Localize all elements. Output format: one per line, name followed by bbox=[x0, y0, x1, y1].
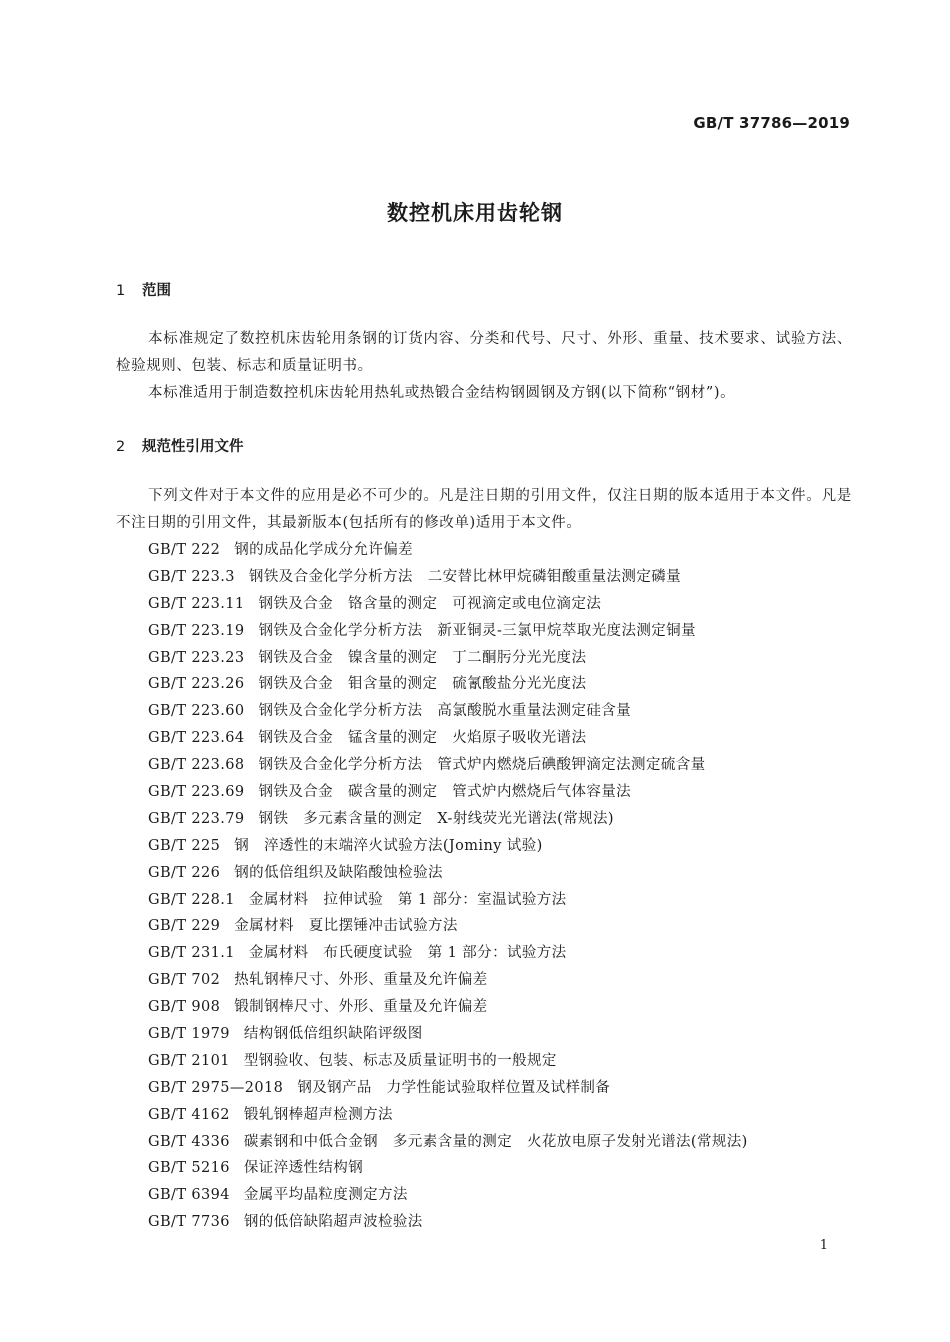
reference-title: 钢铁及合金化学分析方法 二安替比林甲烷磷钼酸重量法测定磷量 bbox=[248, 568, 682, 585]
scope-paragraph-1: 本标准规定了数控机床齿轮用条钢的订货内容、分类和代号、尺寸、外形、重量、技术要求、试验方法、检验规则、包装、标志和质量证明书。 bbox=[116, 331, 852, 374]
reference-code: GB/T 225 bbox=[148, 837, 221, 854]
reference-code: GB/T 2101 bbox=[148, 1052, 230, 1069]
reference-code: GB/T 702 bbox=[148, 972, 221, 989]
reference-title: 结构钢低倍组织缺陷评级图 bbox=[243, 1026, 423, 1043]
reference-title: 钢铁及合金化学分析方法 高氯酸脱水重量法测定硅含量 bbox=[258, 703, 632, 720]
reference-title: 钢铁 多元素含量的测定 X-射线荧光光谱法(常规法) bbox=[258, 810, 614, 827]
reference-item bbox=[148, 1048, 748, 1075]
reference-title: 钢铁及合金 铬含量的测定 可视滴定或电位滴定法 bbox=[258, 595, 602, 612]
reference-code: GB/T 223.11 bbox=[148, 595, 245, 612]
reference-code: GB/T 223.68 bbox=[148, 757, 245, 774]
reference-item bbox=[148, 913, 748, 940]
page-number: 1 bbox=[819, 1238, 828, 1253]
reference-item bbox=[148, 1129, 748, 1156]
reference-code: GB/T 226 bbox=[148, 864, 221, 881]
reference-code: GB/T 6394 bbox=[148, 1187, 230, 1204]
reference-code: GB/T 223.69 bbox=[148, 784, 245, 801]
reference-code: GB/T 231.1 bbox=[148, 945, 235, 962]
reference-title: 钢的成品化学成分允许偏差 bbox=[234, 542, 414, 558]
reference-item bbox=[148, 1102, 748, 1129]
reference-item bbox=[148, 967, 748, 994]
reference-title: 碳素钢和中低合金钢 多元素含量的测定 火花放电原子发射光谱法(常规法) bbox=[243, 1133, 748, 1150]
reference-item bbox=[148, 698, 748, 725]
section-heading-normative-references bbox=[116, 435, 244, 456]
section-title: 范围 bbox=[142, 283, 171, 299]
reference-title: 钢铁及合金化学分析方法 新亚铜灵-三氯甲烷萃取光度法测定铜量 bbox=[258, 622, 696, 639]
reference-item bbox=[148, 618, 748, 645]
reference-code: GB/T 223.3 bbox=[148, 568, 235, 585]
reference-code: GB/T 4336 bbox=[148, 1133, 230, 1150]
section-heading-scope bbox=[116, 279, 171, 300]
reference-code: GB/T 229 bbox=[148, 918, 221, 935]
section-number: 1 bbox=[116, 283, 126, 299]
reference-item bbox=[148, 1209, 748, 1236]
reference-item bbox=[148, 833, 748, 860]
scope-paragraph-2: 本标准适用于制造数控机床齿轮用热轧或热锻合金结构钢圆钢及方钢(以下简称“钢材”)。 bbox=[148, 385, 736, 401]
section-title: 规范性引用文件 bbox=[142, 439, 244, 455]
reference-code: GB/T 1979 bbox=[148, 1026, 230, 1043]
reference-title: 金属平均晶粒度测定方法 bbox=[243, 1187, 408, 1204]
standard-code: GB/T 37786—2019 bbox=[693, 114, 850, 132]
reference-code: GB/T 228.1 bbox=[148, 891, 235, 908]
reference-title: 热轧钢棒尺寸、外形、重量及允许偏差 bbox=[234, 972, 488, 989]
reference-item bbox=[148, 645, 748, 672]
reference-code: GB/T 5216 bbox=[148, 1160, 230, 1177]
reference-code: GB/T 223.64 bbox=[148, 730, 245, 747]
reference-title: 钢铁及合金化学分析方法 管式炉内燃烧后碘酸钾滴定法测定硫含量 bbox=[258, 757, 706, 774]
reference-title: 锻制钢棒尺寸、外形、重量及允许偏差 bbox=[234, 999, 488, 1016]
reference-item bbox=[148, 1021, 748, 1048]
reference-item bbox=[148, 564, 748, 591]
reference-code: GB/T 223.26 bbox=[148, 676, 245, 693]
reference-item bbox=[148, 591, 748, 618]
reference-code: GB/T 223.79 bbox=[148, 810, 245, 827]
reference-item bbox=[148, 860, 748, 887]
reference-title: 钢及钢产品 力学性能试验取样位置及试样制备 bbox=[297, 1079, 611, 1096]
reference-title: 钢铁及合金 锰含量的测定 火焰原子吸收光谱法 bbox=[258, 730, 587, 747]
reference-item bbox=[148, 537, 748, 564]
reference-code: GB/T 222 bbox=[148, 542, 221, 558]
reference-item bbox=[148, 752, 748, 779]
reference-title: 钢 淬透性的末端淬火试验方法(Jominy 试验) bbox=[234, 837, 543, 854]
reference-item bbox=[148, 806, 748, 833]
section-number: 2 bbox=[116, 439, 126, 455]
reference-title: 钢的低倍缺陷超声波检验法 bbox=[243, 1214, 423, 1231]
reference-item bbox=[148, 994, 748, 1021]
reference-item bbox=[148, 1075, 748, 1102]
reference-list bbox=[148, 537, 748, 1236]
reference-item bbox=[148, 1155, 748, 1182]
reference-item bbox=[148, 671, 748, 698]
reference-title: 钢铁及合金 钼含量的测定 硫氰酸盐分光光度法 bbox=[258, 676, 587, 693]
reference-code: GB/T 4162 bbox=[148, 1106, 230, 1123]
reference-title: 钢的低倍组织及缺陷酸蚀检验法 bbox=[234, 864, 443, 881]
reference-item bbox=[148, 1182, 748, 1209]
reference-title: 钢铁及合金 镍含量的测定 丁二酮肟分光光度法 bbox=[258, 649, 587, 666]
reference-code: GB/T 7736 bbox=[148, 1214, 230, 1231]
reference-title: 金属材料 夏比摆锤冲击试验方法 bbox=[234, 918, 458, 935]
reference-title: 型钢验收、包装、标志及质量证明书的一般规定 bbox=[243, 1052, 557, 1069]
references-intro-paragraph: 下列文件对于本文件的应用是必不可少的。凡是注日期的引用文件，仅注日期的版本适用于本文件。凡是不注日期的引用文件，其最新版本(包括所有的修改单)适用于本文件。 bbox=[116, 488, 852, 531]
document-title: 数控机床用齿轮钢 bbox=[387, 201, 563, 225]
reference-title: 锻轧钢棒超声检测方法 bbox=[243, 1106, 393, 1123]
reference-code: GB/T 223.19 bbox=[148, 622, 245, 639]
reference-code: GB/T 908 bbox=[148, 999, 221, 1016]
reference-item bbox=[148, 940, 748, 967]
reference-title: 钢铁及合金 碳含量的测定 管式炉内燃烧后气体容量法 bbox=[258, 784, 632, 801]
reference-code: GB/T 2975—2018 bbox=[148, 1079, 284, 1096]
reference-item bbox=[148, 779, 748, 806]
reference-item bbox=[148, 887, 748, 914]
reference-title: 保证淬透性结构钢 bbox=[243, 1160, 364, 1177]
reference-title: 金属材料 拉伸试验 第 1 部分：室温试验方法 bbox=[248, 891, 567, 908]
reference-code: GB/T 223.60 bbox=[148, 703, 245, 720]
reference-code: GB/T 223.23 bbox=[148, 649, 245, 666]
reference-title: 金属材料 布氏硬度试验 第 1 部分：试验方法 bbox=[248, 945, 567, 962]
reference-item bbox=[148, 725, 748, 752]
